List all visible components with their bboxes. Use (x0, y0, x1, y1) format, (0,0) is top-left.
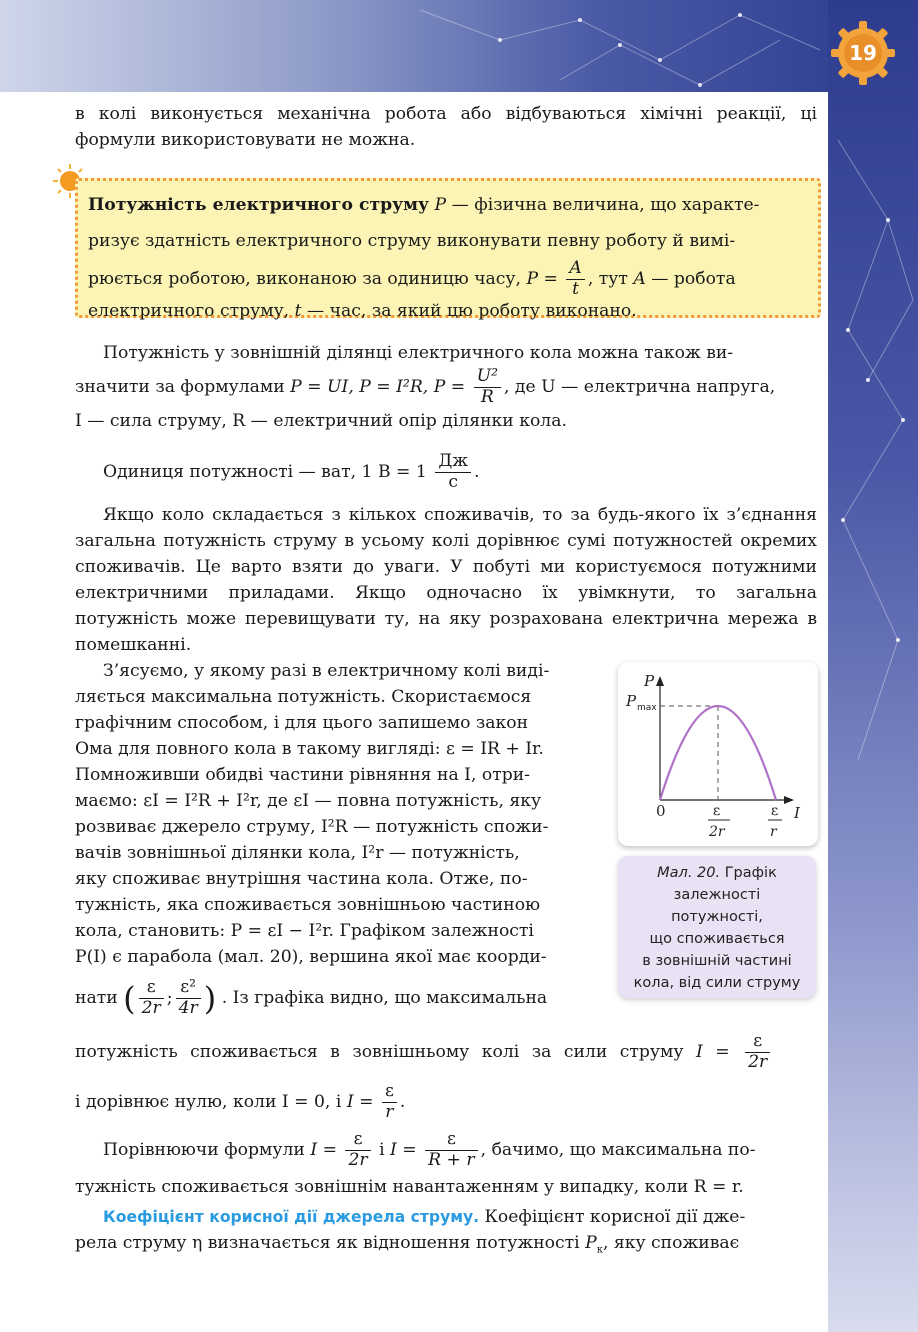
max-power-paragraph: З’ясуємо, у якому разі в електричному колі виді- ляється максимальна потужність. Скористаємося графічним способом, і для цього запишемо закон Ома для повного кола в такому вигляді: ε = IR + Ir. Помноживши обидві частини рівняння на I, отри- маємо: εI = I²R + I²r, де εI — повна потужність, яку розвиває джерело струму, I²R — потужність спожи- вачів зовнішньої ділянки кола, I²r — потужність, яку споживає внутрішня частина кола. Отже, по- тужність, яка споживається зовнішньою частиною кола, становить: P = εI − I²r. Графіком залежності P(I) є парабола (мал. 20), вершина якої має коорди- нати ( $\frac{\varepsilon}{2r}$ ; $\frac{\text{ε²}}{4r}$ ) . Із графіка видно, що максимальна (75, 658, 595, 1026)
zero-power-line: і дорівнює нулю, коли I = 0, і I = $\frac{\varepsilon}{r}$ . (75, 1081, 406, 1122)
intro-paragraph: в колі виконується механічна робота або відбуваються хімічні реакції, ці формули використовувати не можна. (75, 104, 817, 150)
efficiency-paragraph: Коефіцієнт корисної дії джерела струму. Коефіцієнт корисної дії дже- рела струму η визначається як відношення потужності $P_к$, яку споживає (75, 1207, 746, 1256)
definition-term: Потужність електричного струму (88, 195, 430, 215)
power-paragraph: Потужність у зовнішній ділянці електричного кола можна також ви- значити за формулами P = UI, P = I²R, P = $\frac{\text{U²}}{R}$ , де U — електрична напруга, I — сила струму, R — електричний опір ділянки кола. (75, 340, 817, 434)
side-background (828, 0, 918, 1332)
tick2-numerator: ε (771, 803, 779, 819)
pmax-label: P (626, 692, 637, 710)
compare-paragraph: Порівнюючи формули I = $\frac{\varepsilon}{2r}$ і I = $\frac{\varepsilon}{R + r}$ , бачимо, що максимальна по- тужність споживається зовнішнім навантаженням у випадку, коли R = r. (75, 1129, 756, 1197)
y-axis-arrow (656, 676, 664, 686)
consumers-paragraph: Якщо коло складається з кількох споживачів, то за будь-якого їх з’єднання загальна потужність струму в усьому колі дорівнює сумі потужностей окремих споживачів. Це варто взяти до уваги. У побуті ми користуємося потужними електричними приладами. Якщо одночасно їх увімкнути, то загальна потужність може перевищувати ту, на яку розрахована електрична мережа в помешканні. (75, 505, 817, 655)
external-current-line: потужність споживається в зовнішньому колі за сили струму I = $\frac{\varepsilon}{2r}$ (75, 1030, 817, 1078)
efficiency-heading: Коефіцієнт корисної дії джерела струму. (103, 1208, 480, 1226)
power-graph-svg (618, 662, 818, 846)
definition-line-4: електричного струму, t — час, за який цю роботу виконано. (88, 301, 637, 321)
vertex-coordinates-line: нати ( $\frac{\varepsilon}{2r}$ ; $\frac{\text{ε²}}{4r}$ ) . Із графіка видно, що максимальна (75, 977, 548, 1018)
voltage-formula-fraction: $\frac{\text{U²}}{R}$ (474, 367, 501, 408)
constellation-decoration (0, 0, 918, 92)
power-formulas-line: значити за формулами P = UI, P = I²R, P = $\frac{\text{U²}}{R}$ , де U — електрична напруга, (75, 366, 776, 407)
unit-paragraph: Одиниця потужності — ват, 1 В = 1 $\frac{Дж}{с}$ . (103, 451, 480, 492)
figure-caption: Мал. 20. Графік залежності потужності, що споживається в зовнішній частині кола, від сили струму (618, 856, 816, 998)
constellation-side-decoration (828, 0, 918, 1332)
definition-line-2: ризує здатність електричного струму виконувати певну роботу й вимі- (88, 231, 736, 251)
definition-line-1: Потужність електричного струму P — фізична величина, що характе- (88, 195, 760, 215)
header-background (0, 0, 918, 92)
tick1-denominator: 2r (709, 824, 725, 840)
tick2-denominator: r (770, 824, 777, 840)
definition-box (75, 178, 821, 321)
tick1-numerator: ε (713, 803, 721, 819)
y-axis-label: P (644, 672, 655, 690)
origin-label: 0 (656, 802, 666, 820)
x-axis-arrow (784, 796, 794, 804)
page-number: 19 (849, 41, 877, 65)
pmax-subscript: max (637, 703, 657, 713)
definition-line-3: рюється роботою, виконаною за одиницю часу, P = $\frac{A}{t}$ , тут A — робота (88, 258, 736, 299)
power-formula-fraction: $\frac{A}{t}$ (566, 259, 584, 300)
figure-label: Мал. 20. (657, 865, 721, 881)
unit-fraction: $\frac{Дж}{с}$ (435, 452, 471, 493)
power-graph (618, 662, 818, 846)
x-axis-label: I (794, 804, 800, 822)
